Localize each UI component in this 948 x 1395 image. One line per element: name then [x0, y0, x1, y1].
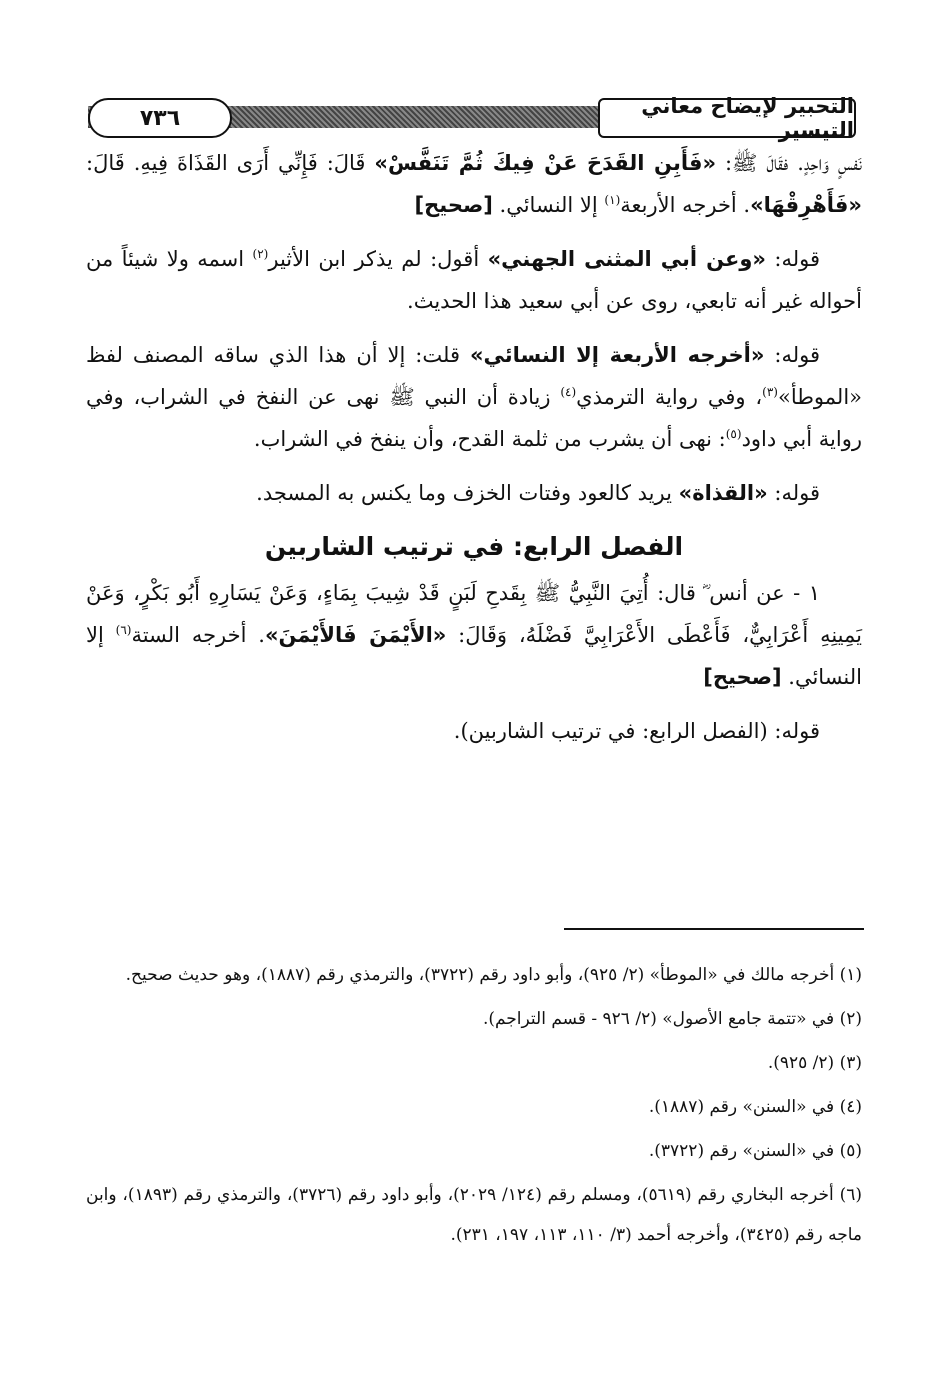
footnote-4: (٤) في «السنن» رقم (١٨٨٧). [648, 1097, 862, 1117]
paragraph-commentary-3: قوله: «القذاة» يريد كالعود وفتات الخزف وما يكنس به المسجد. [256, 481, 820, 505]
book-title: التحبير لإيضاح معاني التيسير [598, 98, 856, 138]
page-header [88, 94, 856, 142]
paragraph-hadith-end: نَفسٍ وَاحِدٍ. فقَالَ ﷺ: «فَأَبِنِ القَدَحَ عَنْ فِيكَ ثُمَّ تَنَفَّسْ» قَالَ: فَإِنِّي أَرَى القَذَاةَ فِيهِ. قَالَ: «فَأَهْرِقْهَا». أخرجه الأربعة$^{(١)}$ إلا النسائي. [صحيح] [86, 151, 862, 217]
footnote-ref[interactable]: (٥) [725, 427, 742, 441]
section-title: الفصل الرابع: في ترتيب الشاربين [264, 532, 684, 561]
paragraph-commentary-2: قوله: «أخرجه الأربعة إلا النسائي» قلت: إلا أن هذا الذي ساقه المصنف لفظ «الموطأ»$^{(٣)}$، وفي رواية الترمذي$^{(٤)}$ زيادة أن النبي ﷺ نهى عن النفخ في الشراب، وفي رواية أبي داود$^{(٥)}$: نهى أن يشرب من ثلمة القدح، وأن ينفخ في الشراب. [86, 343, 862, 451]
footnote-ref[interactable]: (٣) [762, 385, 778, 399]
paragraph-commentary-1: قوله: «وعن أبي المثنى الجهني» أقول: لم يذكر ابن الأثير$^{(٢)}$ اسمه ولا شيئاً من أحواله غير أنه تابعي، روى عن أبي سعيد هذا الحديث. [86, 247, 862, 313]
footnote-ref[interactable]: (٦) [115, 623, 132, 637]
footnotes [86, 955, 862, 1259]
footnote-3: (٣) (٢/ ٩٢٥). [767, 1053, 862, 1073]
footnote-ref[interactable]: (٢) [252, 247, 269, 261]
footnote-1: (١) أخرجه مالك في «الموطأ» (٢/ ٩٢٥)، وأبو داود رقم (٣٧٢٢)، والترمذي رقم (١٨٨٧)، وهو حديث صحيح. [125, 965, 862, 985]
footnote-ref[interactable]: (٤) [560, 385, 577, 399]
footnote-2: (٢) في «تتمة جامع الأصول» (٢/ ٩٢٦ - قسم التراجم). [482, 1009, 862, 1029]
footnote-5: (٥) في «السنن» رقم (٣٧٢٢). [648, 1141, 862, 1161]
grade-label: [صحيح] [703, 665, 782, 689]
paragraph-hadith-1: ١ - عن أنس ؓ قال: أُتِيَ النَّبِيُّ ﷺ بِقَدحِ لَبَنٍ قَدْ شِيبَ بِمَاءٍ، وَعَنْ يَسَارِهِ أَبُو بَكْرٍ، وَعَنْ يَمِينِهِ أَعْرَابِيٌّ، فَأَعْطَى الأَعْرَابِيَّ فَضْلَهُ، وَقَالَ: «الأَيْمَنَ فَالأَيْمَنَ». أخرجه الستة$^{(٦)}$ إلا النسائي. [صحيح] [86, 581, 862, 689]
footnote-ref[interactable]: (١) [604, 193, 621, 207]
page-number: ٧٣٦ [88, 98, 232, 138]
paragraph-commentary-4: قوله: (الفصل الرابع: في ترتيب الشاربين). [453, 719, 820, 743]
main-text [86, 142, 862, 764]
footnote-divider [564, 928, 864, 930]
footnote-6: (٦) أخرجه البخاري رقم (٥٦١٩)، ومسلم رقم (١٢٤/ ٢٠٢٩)، وأبو داود رقم (٣٧٢٦)، والترمذي رقم (١٨٩٣)، وابن ماجه رقم (٣٤٢٥)، وأخرجه أحمد (٣/ ١١٠، ١١٣، ١٩٧، ٢٣١). [86, 1185, 862, 1245]
grade-label: [صحيح] [414, 193, 493, 217]
